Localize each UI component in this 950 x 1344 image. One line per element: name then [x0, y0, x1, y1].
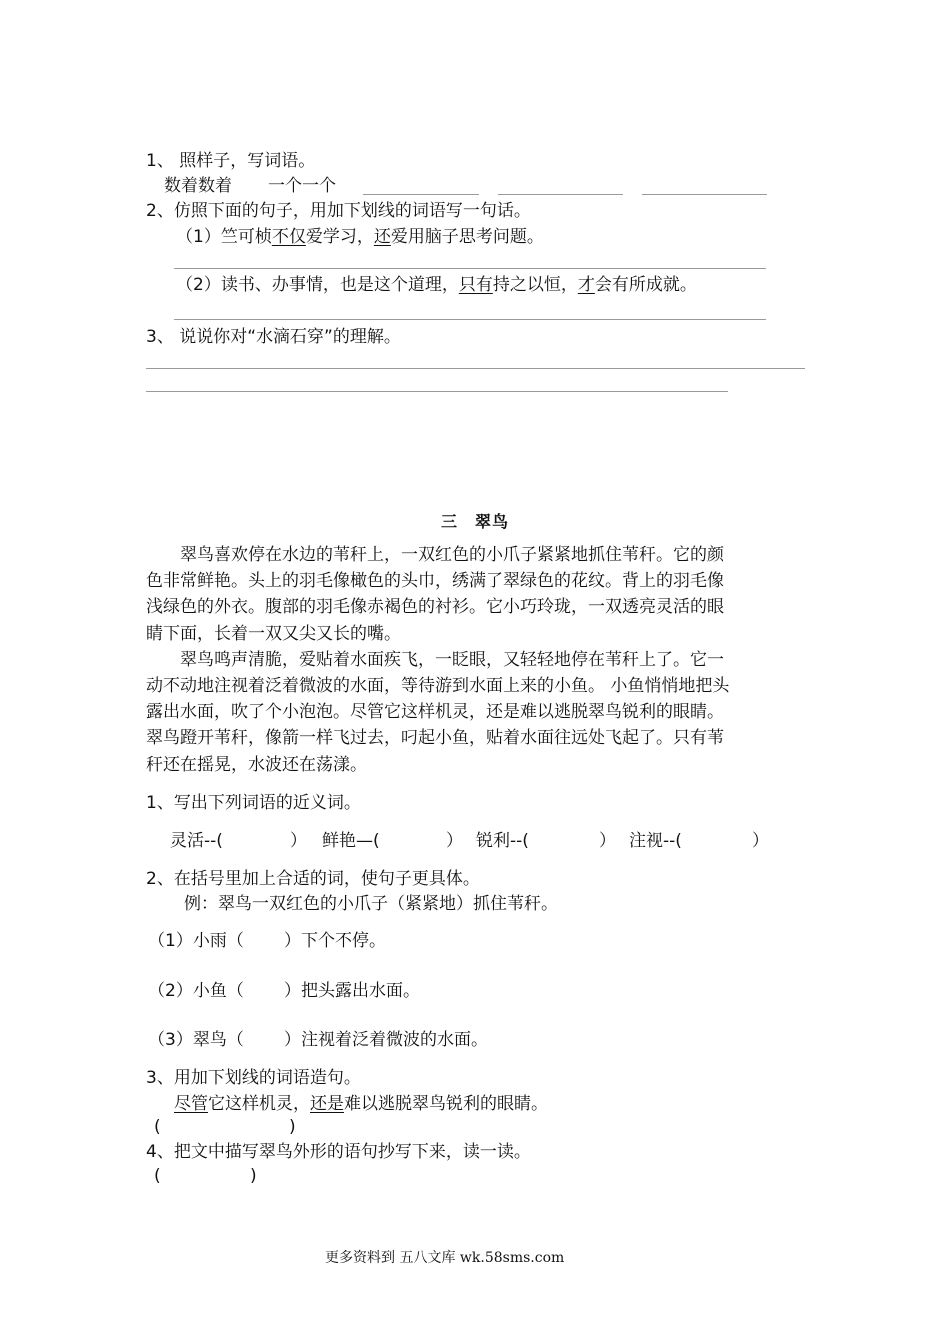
article-line: 色非常鲜艳。头上的羽毛像橄色的头巾，绣满了翠绿色的花纹。背上的羽毛像: [146, 571, 724, 592]
synonym-b-close: ）: [446, 831, 463, 851]
fill-item-2: （2）小鱼（: [148, 981, 244, 1001]
answer-line: [174, 319, 766, 320]
article-line: 秆还在摇晃，水波还在荡漾。: [146, 754, 367, 775]
footer-text: 更多资料到 五八文库 wk.58sms.com: [325, 1250, 565, 1266]
article-line: 露出水面，吹了个小泡泡。尽管它这样机灵，还是难以逃脱翠鸟锐利的眼睛。: [146, 702, 724, 723]
question-2b: 2、在括号里加上合适的词，使句子更具体。: [146, 869, 480, 889]
answer-line: [174, 268, 766, 269]
sentence-1: （1）竺可桢不仅爱学习，还爱用脑子思考问题。: [176, 227, 544, 247]
article-line: 动不动地注视着泛着微波的水面，等待游到水面上来的小鱼。 小鱼悄悄地把头: [146, 676, 730, 697]
article-line: 浅绿色的外衣。腹部的羽毛像赤褐色的衬衫。它小巧玲珑，一双透亮灵活的眼: [146, 597, 724, 618]
question-1b: 1、写出下列词语的近义词。: [146, 793, 361, 813]
answer-paren-open: (: [154, 1117, 161, 1137]
synonym-b: 鲜艳—(: [322, 831, 380, 851]
answer-line: [146, 391, 728, 392]
synonym-d: 注视--(: [629, 831, 682, 851]
question-3b: 3、用加下划线的词语造句。: [146, 1068, 361, 1088]
example-word-a: 数着数着: [164, 176, 232, 196]
fill-item-1: （1）小雨（: [148, 931, 244, 951]
question-3: 3、 说说你对“水滴石穿”的理解。: [146, 327, 401, 347]
example-word-b: 一个一个: [268, 176, 336, 196]
question-4b: 4、把文中描写翠鸟外形的语句抄写下来，读一读。: [146, 1142, 531, 1162]
article-title: 三 翠鸟: [441, 512, 510, 531]
synonym-a-close: ）: [290, 831, 307, 851]
sentence-model: 尽管它这样机灵，还是难以逃脱翠鸟锐利的眼睛。: [174, 1094, 548, 1114]
sentence-2: （2）读书、办事情，也是这个道理，只有持之以恒，才会有所成就。: [176, 275, 697, 295]
fill-item-2-close: ）把头露出水面。: [284, 981, 420, 1001]
synonym-c-close: ）: [599, 831, 616, 851]
synonym-d-close: ）: [752, 831, 769, 851]
fill-item-1-close: ）下个不停。: [284, 931, 386, 951]
article-body: [146, 542, 816, 778]
question-1: 1、 照样子，写词语。: [146, 151, 316, 171]
blank-line: [642, 194, 767, 195]
article-line: 翠鸟蹬开苇秆，像箭一样飞过去，叼起小鱼，贴着水面往远处飞起了。只有苇: [146, 728, 724, 749]
fill-item-3: （3）翠鸟（: [148, 1030, 244, 1050]
answer-line: [146, 368, 805, 369]
synonym-a: 灵活--(: [170, 831, 223, 851]
answer-paren-close: ): [289, 1117, 296, 1137]
example-sentence: 例：翠鸟一双红色的小爪子（紧紧地）抓住苇秆。: [184, 894, 558, 914]
article-line: 翠鸟鸣声清脆，爱贴着水面疾飞，一眨眼，又轻轻地停在苇秆上了。它一: [146, 649, 724, 670]
answer-paren-close: ): [250, 1166, 257, 1186]
synonym-c: 锐利--(: [476, 831, 529, 851]
fill-item-3-close: ）注视着泛着微波的水面。: [284, 1030, 488, 1050]
article-line: 睛下面，长着一双又尖又长的嘴。: [146, 623, 401, 644]
blank-line: [363, 194, 479, 195]
article-line: 翠鸟喜欢停在水边的苇秆上，一双红色的小爪子紧紧地抓住苇秆。它的颜: [146, 545, 724, 565]
question-2: 2、仿照下面的句子，用加下划线的词语写一句话。: [146, 201, 531, 221]
answer-paren-open: (: [154, 1166, 161, 1186]
blank-line: [498, 194, 623, 195]
